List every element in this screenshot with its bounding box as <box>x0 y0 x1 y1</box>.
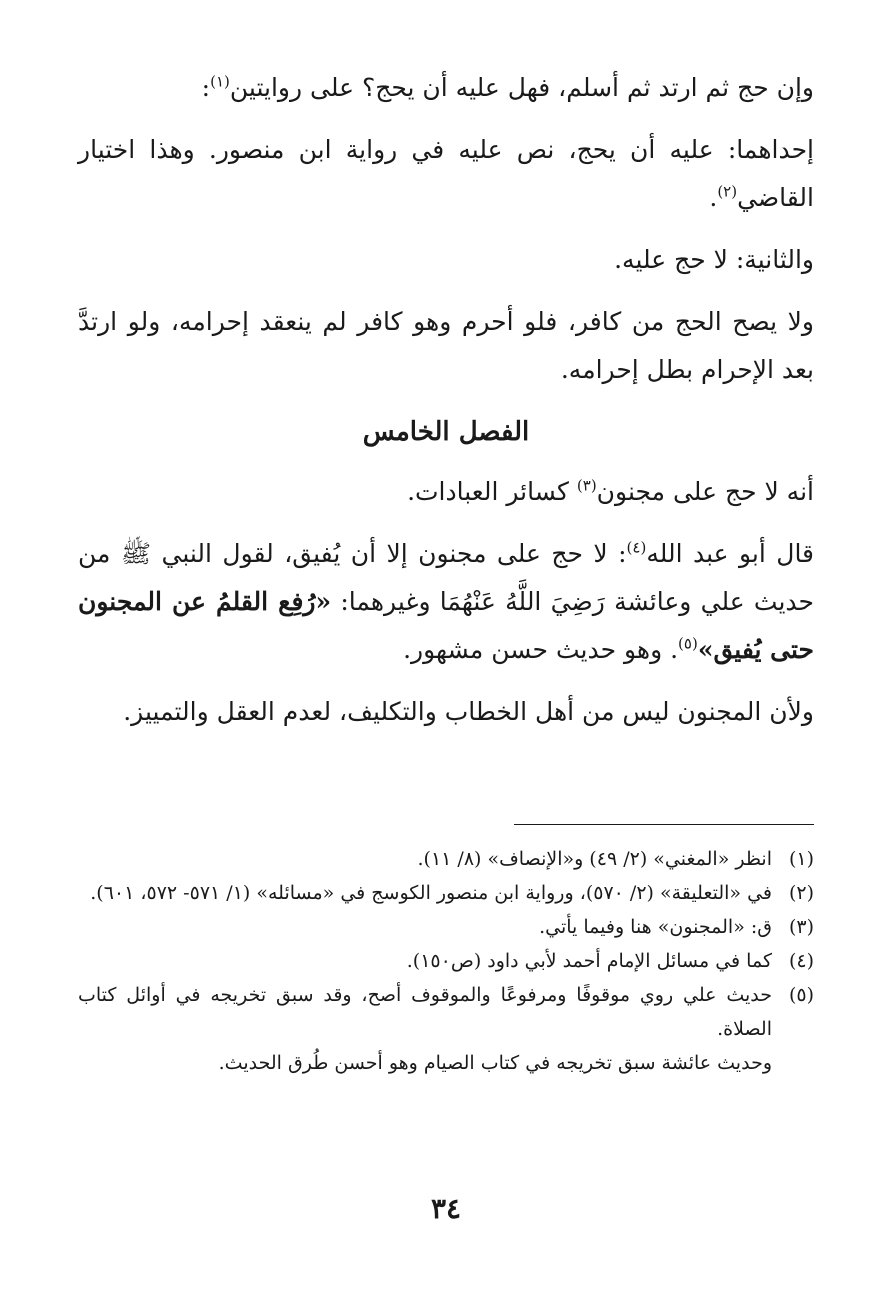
paragraph-2-end: . <box>709 183 718 212</box>
paragraph-1 <box>78 64 814 112</box>
footnote-number: (٣) <box>788 916 814 938</box>
paragraph-5-end: كسائر العبادات. <box>407 477 577 506</box>
footnotes <box>78 842 814 1080</box>
footnote-number: (٢) <box>788 882 814 904</box>
footnote-ref-3[interactable]: (٣) <box>576 476 597 495</box>
footnote-ref-4[interactable]: (٤) <box>626 538 647 557</box>
footnote-1 <box>78 842 814 876</box>
footnote-text: حديث علي روي موقوفًا ومرفوعًا والموقوف أصح، وقد سبق تخريجه في أوائل كتاب الصلاة. <box>78 984 772 1040</box>
footnote-text: انظر «المغني» (٢/ ٤٩) و«الإنصاف» (٨/ ١١). <box>417 848 772 870</box>
page-number: ٣٤ <box>430 1192 462 1225</box>
footnote-ref-2[interactable]: (٢) <box>717 182 738 201</box>
footnote-ref-1[interactable]: (١) <box>210 72 230 91</box>
footnote-text: كما في مسائل الإمام أحمد لأبي داود (ص١٥٠). <box>406 950 772 972</box>
footnote-divider <box>514 824 814 825</box>
main-text <box>78 64 814 750</box>
paragraph-7: ولأن المجنون ليس من أهل الخطاب والتكليف، لعدم العقل والتمييز. <box>123 697 814 726</box>
paragraph-1-text: وإن حج ثم ارتد ثم أسلم، فهل عليه أن يحج؟ على روايتين <box>229 73 814 102</box>
footnote-number: (٤) <box>788 950 814 972</box>
section-heading: الفصل الخامس <box>362 417 530 447</box>
paragraph-5 <box>78 468 814 516</box>
paragraph-6-end: . وهو حديث حسن مشهور. <box>403 635 679 664</box>
paragraph-2-text: إحداهما: عليه أن يحج، نص عليه في رواية ابن منصور. وهذا اختيار القاضي <box>78 135 814 212</box>
footnote-5 <box>78 978 814 1046</box>
paragraph-6-text: قال أبو عبد الله <box>646 539 815 568</box>
footnote-3 <box>78 910 814 944</box>
paragraph-5-text: أنه لا حج على مجنون <box>596 477 814 506</box>
footnote-5-continuation: وحديث عائشة سبق تخريجه في كتاب الصيام وهو أحسن طُرق الحديث. <box>218 1052 772 1074</box>
paragraph-6-middle: : لا حج على مجنون إلا أن يُفيق، لقول النبي ﷺ من حديث علي وعائشة رَضِيَ اللَّهُ عَنْهُمَا وغيرهما: <box>78 539 814 616</box>
footnote-number: (١) <box>788 848 814 870</box>
paragraph-4: ولا يصح الحج من كافر، فلو أحرم وهو كافر لم ينعقد إحرامه، ولو ارتدَّ بعد الإحرام بطل إحرامه. <box>78 307 814 384</box>
footnote-ref-5[interactable]: (٥) <box>678 634 698 653</box>
footnote-4 <box>78 944 814 978</box>
footnote-number: (٥) <box>788 984 814 1006</box>
footnote-text: ق: «المجنون» هنا وفيما يأتي. <box>539 916 772 938</box>
footnote-text: في «التعليقة» (٢/ ٥٧٠)، ورواية ابن منصور الكوسج في «مسائله» (١/ ٥٧١- ٥٧٢، ٦٠١). <box>90 882 772 904</box>
paragraph-2 <box>78 126 814 222</box>
hadith-quote: «رُفِع القلمُ عن المجنون حتى يُفيق» <box>78 587 814 664</box>
footnote-2 <box>78 876 814 910</box>
paragraph-6 <box>78 530 814 674</box>
paragraph-1-end: : <box>201 73 211 102</box>
paragraph-3: والثانية: لا حج عليه. <box>614 245 814 274</box>
